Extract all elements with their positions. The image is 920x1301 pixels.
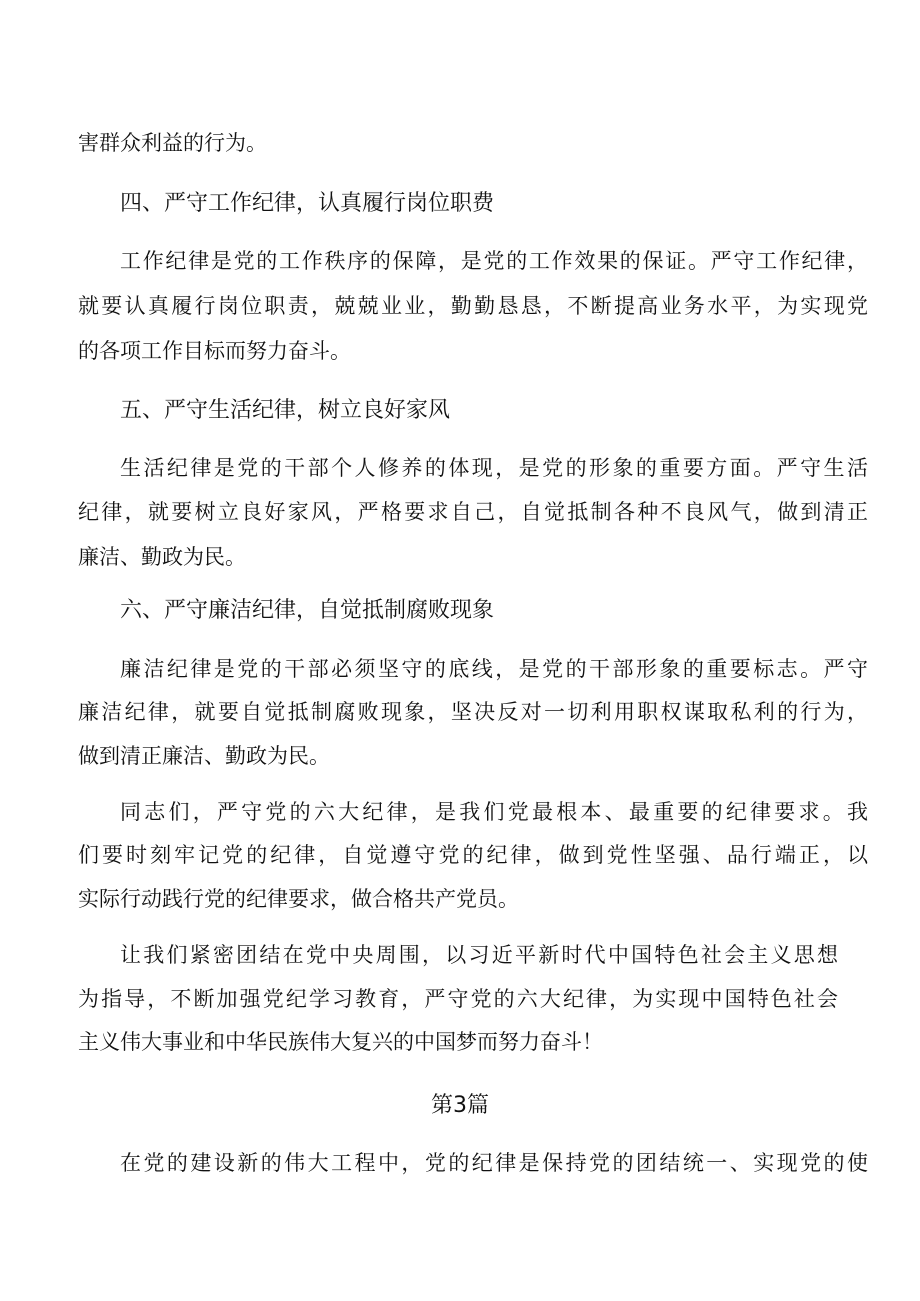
section-heading: 四、严守工作纪律，认真履行岗位职费 bbox=[120, 191, 495, 216]
paragraph-line: 做到清正廉洁、勤政为民。 bbox=[78, 744, 330, 768]
paragraph-line: 让我们紧密团结在党中央周围，以习近平新时代中国特色社会主义思想 bbox=[120, 943, 838, 967]
paragraph-line: 在党的建设新的伟大工程中，党的纪律是保持党的团结统一、实现党的使 bbox=[120, 1151, 868, 1175]
paragraph-line: 廉洁纪律是党的干部必须坚守的底线，是党的干部形象的重要标志。严守 bbox=[120, 657, 868, 681]
paragraph-line: 们要时刻牢记党的纪律，自觉遵守党的纪律，做到党性坚强、品行端正，以 bbox=[78, 843, 868, 867]
paragraph-line: 的各项工作目标而努力奋斗。 bbox=[78, 339, 351, 363]
paragraph-line: 工作纪律是党的工作秩序的保障，是党的工作效果的保证。严守工作纪律， bbox=[120, 249, 868, 273]
paragraph-line: 为指导，不断加强党纪学习教育，严守党的六大纪律，为实现中国特色社会 bbox=[78, 987, 838, 1011]
paragraph-line: 生活纪律是党的干部个人修养的体现，是党的形象的重要方面。严守生活 bbox=[120, 456, 868, 480]
paragraph-line: 害群众利益的行为。 bbox=[78, 131, 267, 155]
part-title: 第3篇 bbox=[431, 1093, 489, 1118]
paragraph-line: 纪律，就要树立良好家风，严格要求自己，自觉抵制各种不良风气，做到清正 bbox=[78, 500, 868, 524]
paragraph-line: 主义伟大事业和中华民族伟大复兴的中国梦而努力奋斗！ bbox=[78, 1030, 603, 1054]
paragraph-line: 同志们，严守党的六大纪律，是我们党最根本、最重要的纪律要求。我 bbox=[120, 800, 868, 824]
section-heading: 五、严守生活纪律，树立良好家风 bbox=[120, 398, 451, 423]
paragraph-line: 廉洁纪律，就要自觉抵制腐败现象，坚决反对一切利用职权谋取私利的行为， bbox=[78, 700, 868, 724]
section-heading: 六、严守廉洁纪律，自觉抵制腐败现象 bbox=[120, 598, 495, 623]
paragraph-line: 就要认真履行岗位职责，兢兢业业，勤勤恳恳，不断提高业务水平，为实现党 bbox=[78, 294, 868, 318]
paragraph-line: 廉洁、勤政为民。 bbox=[78, 545, 246, 569]
paragraph-line: 实际行动践行党的纪律要求，做合格共产党员。 bbox=[78, 887, 519, 911]
